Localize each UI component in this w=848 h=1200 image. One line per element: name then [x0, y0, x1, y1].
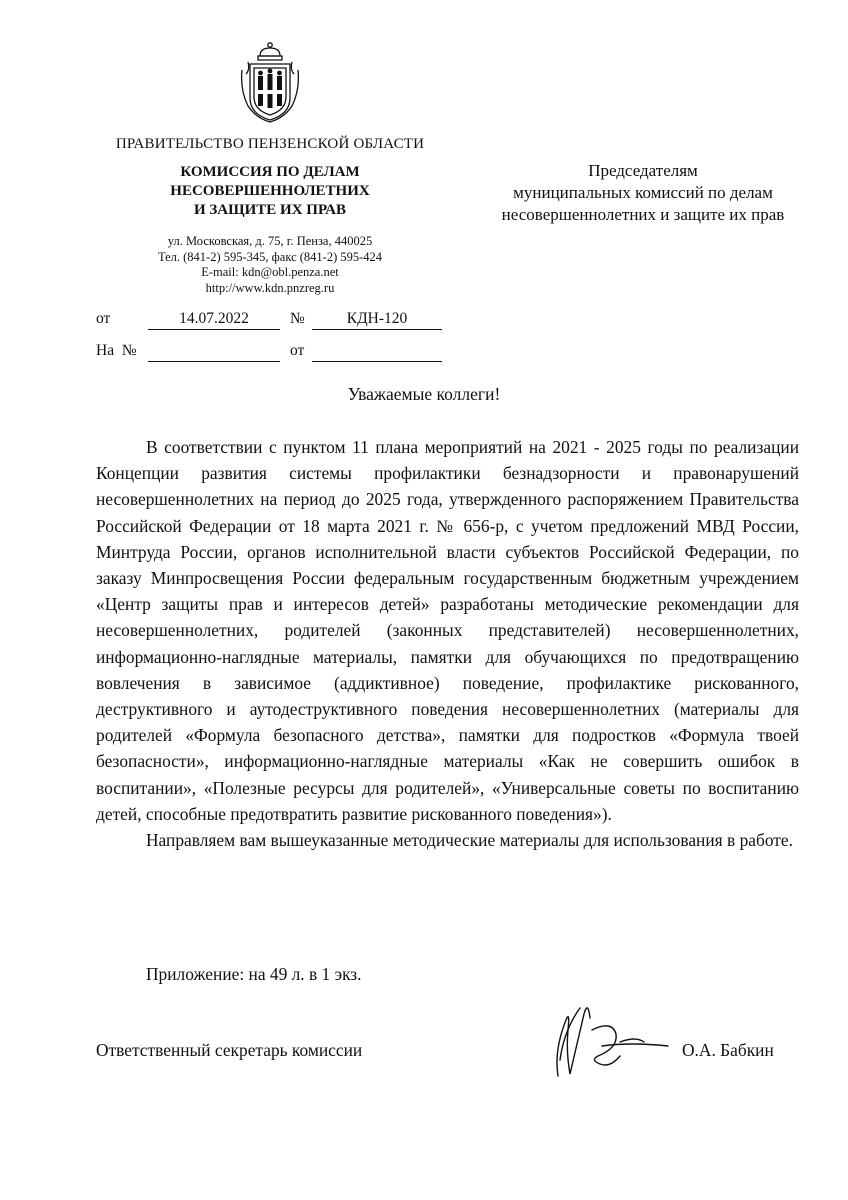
sender-email: E-mail: kdn@obl.penza.net	[201, 265, 339, 279]
addressee-line-3: несовершеннолетних и защите их прав	[501, 205, 785, 224]
body-paragraph-1: В соответствии с пунктом 11 плана мероприятий на 2021 - 2025 годы по реализации Концепции развития системы профилактики безнадзорности и правонарушений несовершеннолетних на период до 2025 года, утвержденного распоряжением Правительства Российской Федерации от 18 марта 2021 г. № 656-р, с учетом предложений МВД России, Минтруда России, органов исполнительной власти субъектов Российской Федерации, по заказу Минпросвещения России федеральным государственным бюджетным учреждением «Центр защиты прав и интересов детей» разработаны методические рекомендации для несовершеннолетних, родителей (законных представителей) несовершеннолетних, информационно-наглядные материалы, памятки для обучающихся по предотвращению вовлечения в зависимое (аддиктивное) поведение, профилактике рискованного, деструктивного и аутодеструктивного поведения несовершеннолетних (материалы для родителей «Формула безопасного детства», памятки для подростков «Формула твоей безопасности», информационно-наглядные материалы «Как не совершить ошибок в воспитании», «Полезные ресурсы для родителей», «Универсальные советы по воспитанию детей, способные предотвратить развитие рискованного поведения»).	[96, 437, 799, 824]
contact-details	[100, 234, 440, 296]
addressee-line-1: Председателям	[588, 161, 698, 180]
reply-number	[148, 342, 280, 362]
addressee-line-2: муниципальных комиссий по делам	[513, 183, 773, 202]
body-paragraph-2: Направляем вам вышеуказанные методические материалы для использования в работе.	[146, 830, 793, 851]
from-label: от	[96, 310, 111, 327]
coat-of-arms-icon	[238, 40, 302, 124]
commission-line-3: И ЗАЩИТЕ ИХ ПРАВ	[193, 202, 347, 218]
government-name: ПРАВИТЕЛЬСТВО ПЕНЗЕНСКОЙ ОБЛАСТИ	[115, 136, 425, 152]
commission-name	[100, 163, 440, 220]
signer-name: О.А. Бабкин	[682, 1040, 774, 1060]
sender-address: ул. Московская, д. 75, г. Пенза, 440025	[167, 234, 373, 248]
commission-line-2: НЕСОВЕРШЕННОЛЕТНИХ	[170, 183, 370, 199]
reply-date	[312, 342, 442, 362]
reply-number-label: На №	[96, 342, 137, 359]
letter-date: 14.07.2022	[148, 310, 280, 330]
reply-from-label: от	[290, 342, 305, 359]
sender-website: http://www.kdn.pnzreg.ru	[205, 280, 335, 295]
signature-icon	[540, 990, 680, 1082]
letter-body	[96, 434, 799, 853]
commission-line-1: КОМИССИЯ ПО ДЕЛАМ	[180, 164, 360, 180]
number-label: №	[290, 310, 305, 327]
appendix-note: Приложение: на 49 л. в 1 экз.	[146, 964, 362, 984]
greeting: Уважаемые коллеги!	[347, 384, 501, 404]
sender-block	[100, 136, 440, 296]
signer-title: Ответственный секретарь комиссии	[96, 1040, 363, 1060]
letter-number: КДН-120	[312, 310, 442, 330]
sender-phone: Тел. (841-2) 595-345, факс (841-2) 595-424	[157, 249, 383, 264]
addressee-block	[470, 160, 816, 226]
